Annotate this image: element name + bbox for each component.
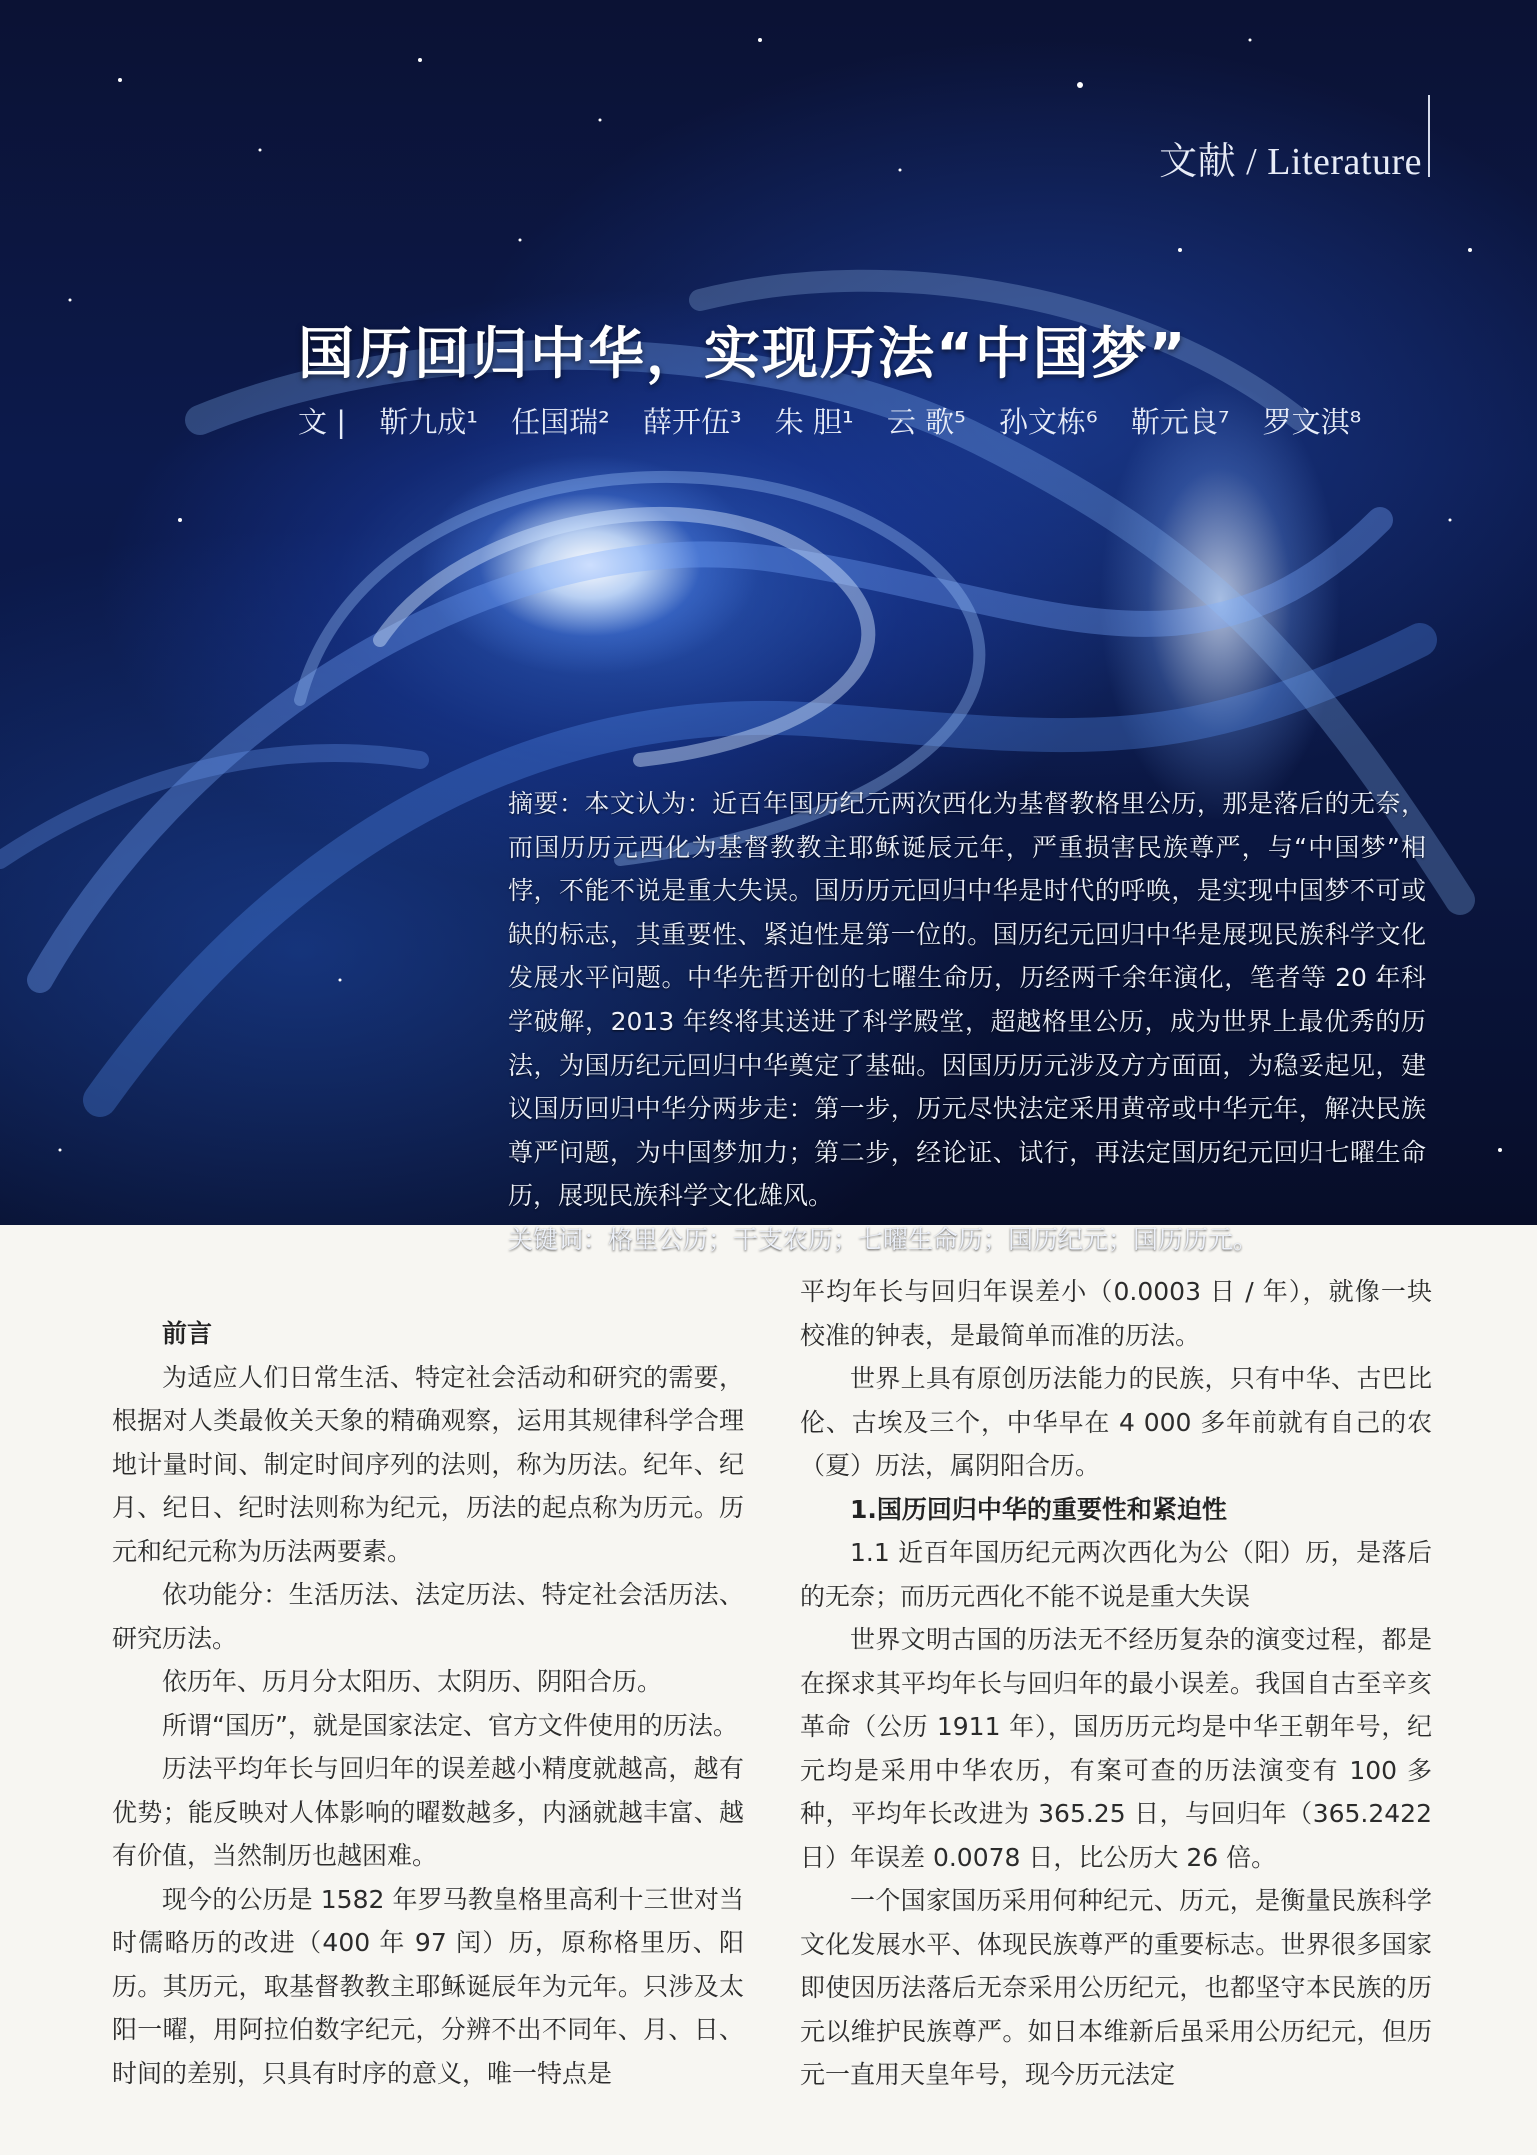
paragraph: 为适应人们日常生活、特定社会活动和研究的需要，根据对人类最攸关天象的精确观察，运用其规律科学合理地计量时间、制定时间序列的法则，称为历法。纪年、纪月、纪日、纪时法则称为纪元，历法的起点称为历元。历元和纪元称为历法两要素。 [112, 1362, 744, 1566]
paragraph: 依功能分：生活历法、法定历法、特定社会活历法、研究历法。 [112, 1580, 744, 1653]
paragraph: 依历年、历月分太阳历、太阴历、阴阳合历。 [162, 1667, 663, 1696]
keywords: 关键词：格里公历；干支农历；七曜生命历；国历纪元；国历历元。 [508, 1224, 1259, 1254]
author: 靳元良⁷ [1130, 405, 1230, 439]
left-column [112, 1312, 744, 2095]
author: 任国瑞² [511, 405, 610, 439]
paragraph: 世界文明古国的历法无不经历复杂的演变过程，都是在探求其平均年长与回归年的最小误差。我国自古至辛亥革命（公历 1911 年），国历历元均是中华王朝年号，纪元均是采用中华农历，有案可查的历法演变有 100 多种，平均年长改进为 365.25 日，与回归年（365.2422 日）年误差 0.0078 日，比公历大 26 倍。 [800, 1625, 1432, 1872]
paragraph: 现今的公历是 1582 年罗马教皇格里高利十三世对当时儒略历的改进（400 年 97 闰）历，原称格里历、阳历。其历元，取基督教教主耶稣诞辰年为元年。只涉及太阳一曜，用阿拉伯数字纪元，分辨不出不同年、月、日、时间的差别，只具有时序的意义，唯一特点是 [112, 1884, 744, 2088]
author: 云 歌⁵ [886, 405, 966, 439]
paragraph: 一个国家国历采用何种纪元、历元，是衡量民族科学文化发展水平、体现民族尊严的重要标志。世界很多国家即使因历法落后无奈采用公历纪元，也都坚守本民族的历元以维护民族尊严。如日本维新后虽采用公历纪元，但历元一直用天皇年号，现今历元法定 [800, 1886, 1432, 2089]
paragraph: 所谓“国历”，就是国家法定、官方文件使用的历法。 [162, 1710, 738, 1740]
author: 靳九成¹ [379, 405, 478, 439]
paragraph: 历法平均年长与回归年的误差越小精度就越高，越有优势；能反映对人体影响的曜数越多，内涵就越丰富、越有价值，当然制历也越困难。 [112, 1754, 744, 1870]
article-title: 国历回归中华，实现历法“中国梦” [298, 322, 1188, 387]
byline-prefix: 文 | [298, 405, 346, 439]
author: 薛开伍³ [642, 405, 742, 439]
subheading: 1.1 近百年国历纪元两次西化为公（阳）历，是落后的无奈；而历元西化不能不说是重大失误 [800, 1538, 1432, 1611]
abstract-text: 摘要：本文认为：近百年国历纪元两次西化为基督教格里公历，那是落后的无奈，而国历历元西化为基督教教主耶稣诞辰元年，严重损害民族尊严，与“中国梦”相悖，不能不说是重大失误。国历历元回归中华是时代的呼唤，是实现中国梦不可或缺的标志，其重要性、紧迫性是第一位的。国历纪元回归中华是展现民族科学文化发展水平问题。中华先哲开创的七曜生命历，历经两千余年演化，笔者等 20 年科学破解，2013 年终将其送进了科学殿堂，超越格里公历，成为世界上最优秀的历法，为国历纪元回归中华奠定了基础。因国历历元涉及方方面面，为稳妥起见，建议国历回归中华分两步走：第一步，历元尽快法定采用黄帝或中华元年，解决民族尊严问题，为中国梦加力；第二步，经论证、试行，再法定国历纪元回归七曜生命历，展现民族科学文化雄风。 [508, 789, 1426, 1211]
right-column [800, 1270, 1432, 2097]
author: 孙文栋⁶ [998, 405, 1098, 439]
abstract [458, 782, 1426, 1262]
author: 罗文淇⁸ [1262, 405, 1362, 439]
byline [298, 400, 1385, 441]
paragraph: 世界上具有原创历法能力的民族，只有中华、古巴比伦、古埃及三个，中华早在 4 000 多年前就有自己的农（夏）历法，属阴阳合历。 [800, 1364, 1432, 1480]
section-tag-divider [1428, 95, 1430, 177]
section-heading: 1.国历回归中华的重要性和紧迫性 [850, 1494, 1227, 1524]
section-tag: 文献 / Literature [1159, 141, 1422, 183]
paragraph: 平均年长与回归年误差小（0.0003 日 / 年），就像一块校准的钟表，是最简单而准的历法。 [800, 1277, 1432, 1350]
author: 朱 胆¹ [774, 405, 854, 439]
section-heading: 前言 [162, 1319, 213, 1348]
